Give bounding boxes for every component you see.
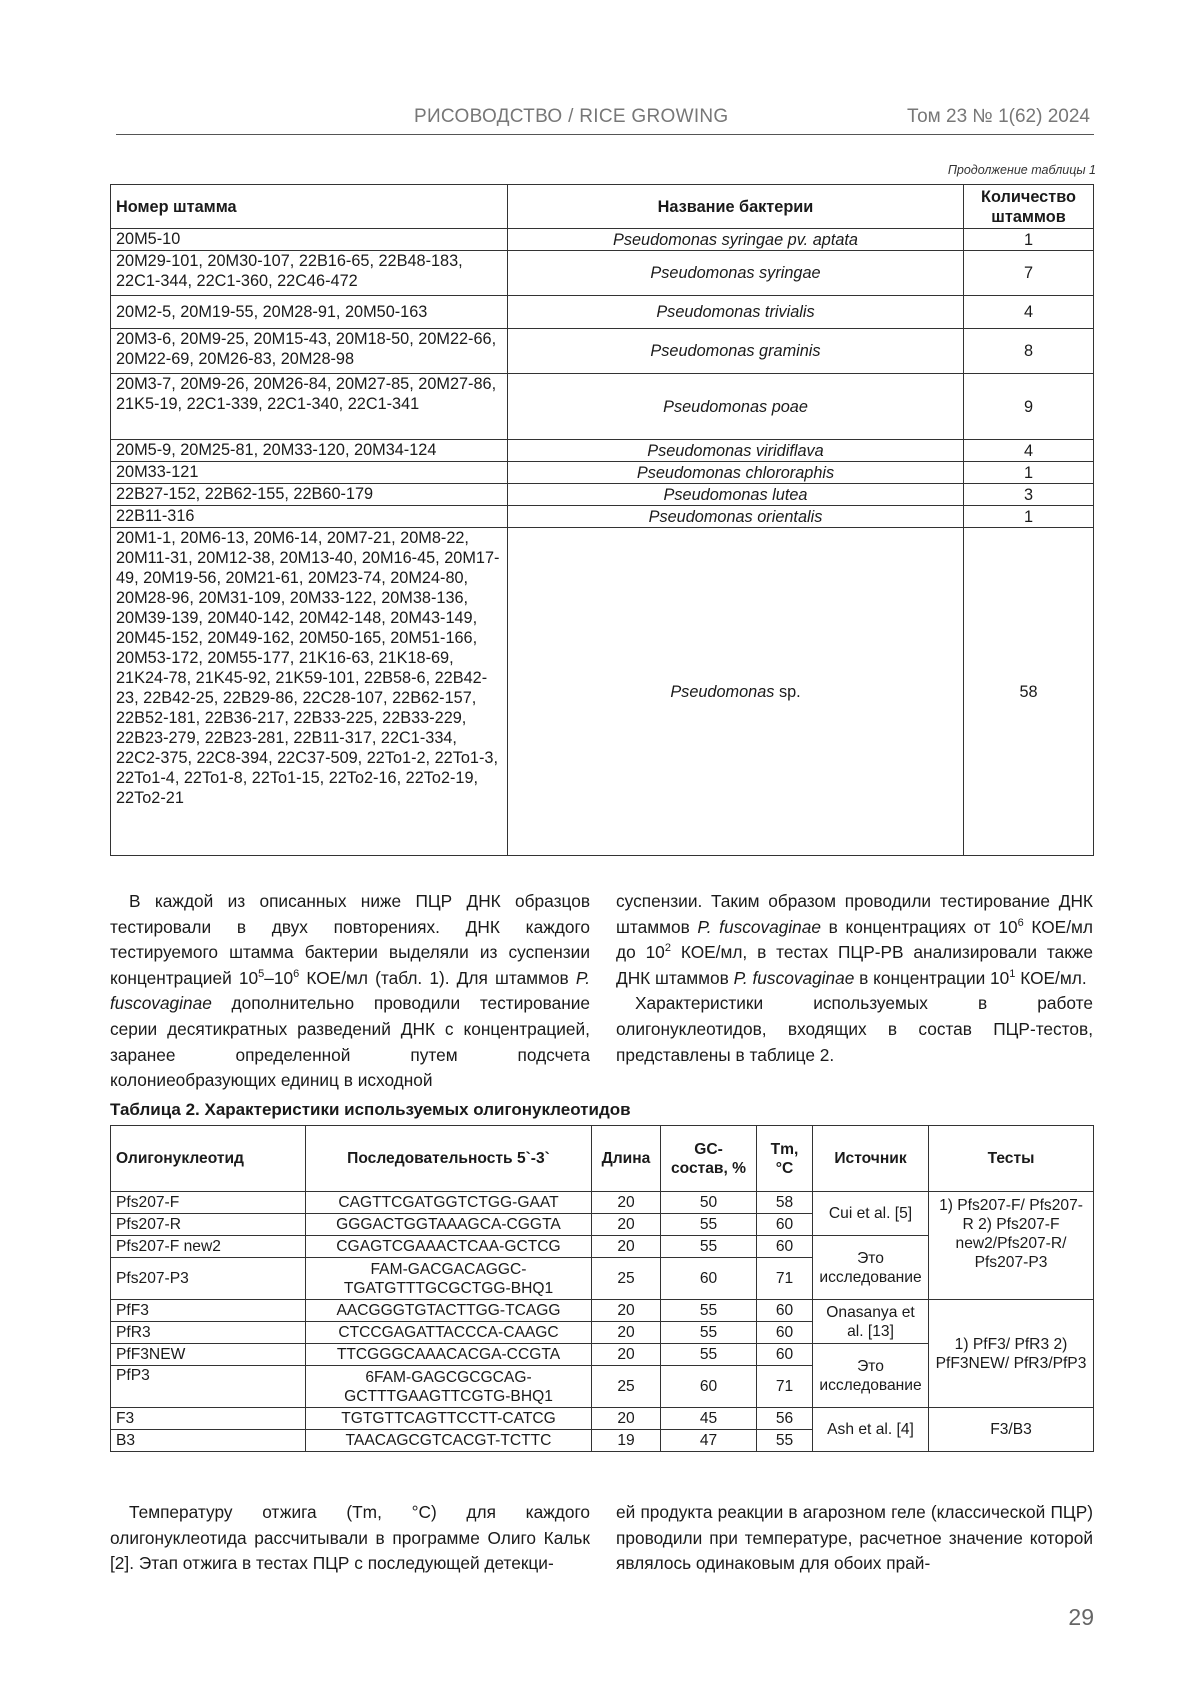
running-header xyxy=(116,104,1094,135)
bacteria-name: Pseudomonas poae xyxy=(508,374,964,440)
table-row xyxy=(111,296,1094,329)
table-row xyxy=(111,1300,1094,1322)
bacteria-name: Pseudomonas trivialis xyxy=(508,296,964,329)
bacteria-name: Pseudomonas chlororaphis xyxy=(508,462,964,484)
strain-count: 4 xyxy=(964,440,1094,462)
strain-count: 58 xyxy=(964,528,1094,856)
col-header-oligonucleotide: Олигонуклеотид xyxy=(111,1126,306,1192)
body-text-left-column-bottom xyxy=(110,1500,590,1577)
table-row xyxy=(111,506,1094,528)
oligo-tm: 71 xyxy=(757,1258,813,1300)
oligo-tm: 55 xyxy=(757,1430,813,1452)
strain-numbers: 22B11-316 xyxy=(111,506,508,528)
oligo-tm: 60 xyxy=(757,1322,813,1344)
table-header-row xyxy=(111,1126,1094,1192)
body-text-right-column-bottom xyxy=(616,1500,1093,1577)
oligo-gc: 55 xyxy=(661,1236,757,1258)
col-header-strain-number: Номер штамма xyxy=(111,185,508,229)
strain-numbers: 20M2-5, 20M19-55, 20M28-91, 20M50-163 xyxy=(111,296,508,329)
strain-count: 1 xyxy=(964,462,1094,484)
journal-title: РИСОВОДСТВО / RICE GROWING xyxy=(414,106,729,127)
strain-numbers: 22B27-152, 22B62-155, 22B60-179 xyxy=(111,484,508,506)
oligo-tm: 58 xyxy=(757,1192,813,1214)
oligo-tm: 60 xyxy=(757,1344,813,1366)
body-text-left-column xyxy=(110,889,590,1094)
oligo-name: PfP3 xyxy=(111,1366,306,1408)
col-header-tests: Тесты xyxy=(929,1126,1094,1192)
table-continuation-note: Продолжение таблицы 1 xyxy=(947,163,1096,177)
strain-numbers: 20M33-121 xyxy=(111,462,508,484)
oligo-sequence: CTCCGAGATTACCCA-CAAGC xyxy=(306,1322,592,1344)
oligo-length: 20 xyxy=(592,1344,661,1366)
oligo-tm: 60 xyxy=(757,1236,813,1258)
oligo-source: Ash et al. [4] xyxy=(813,1408,929,1452)
oligo-length: 25 xyxy=(592,1366,661,1408)
body-text-right-column xyxy=(616,889,1093,1068)
oligo-name: PfF3NEW xyxy=(111,1344,306,1366)
oligo-name: F3 xyxy=(111,1408,306,1430)
oligo-sequence: TAACAGCGTCACGT-TCTTC xyxy=(306,1430,592,1452)
table-row xyxy=(111,374,1094,440)
oligo-length: 20 xyxy=(592,1236,661,1258)
strain-numbers: 20M5-10 xyxy=(111,229,508,251)
strain-count: 4 xyxy=(964,296,1094,329)
oligo-gc: 60 xyxy=(661,1258,757,1300)
table-row xyxy=(111,484,1094,506)
strain-count: 8 xyxy=(964,329,1094,374)
oligo-gc: 55 xyxy=(661,1300,757,1322)
strain-count: 3 xyxy=(964,484,1094,506)
oligo-tests: 1) Pfs207-F/ Pfs207-R 2) Pfs207-F new2/Pfs207-R/ Pfs207-P3 xyxy=(929,1192,1094,1300)
bacteria-name: Pseudomonas syringae xyxy=(508,251,964,296)
oligo-tm: 71 xyxy=(757,1366,813,1408)
col-header-sequence: Последовательность 5`-3` xyxy=(306,1126,592,1192)
table-row xyxy=(111,1408,1094,1430)
col-header-source: Источник xyxy=(813,1126,929,1192)
col-header-length: Длина xyxy=(592,1126,661,1192)
table-row xyxy=(111,229,1094,251)
oligo-source: Onasanya et al. [13] xyxy=(813,1300,929,1344)
oligo-gc: 55 xyxy=(661,1322,757,1344)
col-header-strain-count: Количество штаммов xyxy=(964,185,1094,229)
oligo-gc: 45 xyxy=(661,1408,757,1430)
paragraph: Температуру отжига (Tm, °С) для каждого олигонуклеотида рассчитывали в программе Олиго Кальк [2]. Этап отжига в тестах ПЦР с последующей детекци- xyxy=(110,1502,590,1574)
oligo-length: 20 xyxy=(592,1192,661,1214)
oligo-name: Pfs207-F new2 xyxy=(111,1236,306,1258)
oligo-tm: 60 xyxy=(757,1300,813,1322)
oligo-length: 20 xyxy=(592,1300,661,1322)
paragraph: ей продукта реакции в агарозном геле (классической ПЦР) проводили при температуре, расчетное значение которой являлось одинаковым для обоих прай- xyxy=(616,1502,1093,1574)
table-row xyxy=(111,440,1094,462)
issue-info: Том 23 № 1(62) 2024 xyxy=(906,106,1090,127)
oligo-sequence: TGTGTTCAGTTCCTT-CATCG xyxy=(306,1408,592,1430)
oligo-name: B3 xyxy=(111,1430,306,1452)
page-number: 29 xyxy=(1068,1604,1094,1630)
oligo-sequence: CGAGTCGAAACTCAA-GCTCG xyxy=(306,1236,592,1258)
oligo-sequence: CAGTTCGATGGTCTGG-GAAT xyxy=(306,1192,592,1214)
oligo-length: 20 xyxy=(592,1214,661,1236)
table-2-title: Таблица 2. Характеристики используемых олигонуклеотидов xyxy=(110,1100,631,1119)
table-row xyxy=(111,462,1094,484)
oligo-tm: 60 xyxy=(757,1214,813,1236)
bacteria-name: Pseudomonas sp. xyxy=(508,528,964,856)
table-row xyxy=(111,329,1094,374)
oligo-gc: 60 xyxy=(661,1366,757,1408)
strain-numbers: 20M29-101, 20M30-107, 22B16-65, 22B48-183, 22C1-344, 22C1-360, 22C46-472 xyxy=(111,251,508,296)
bacteria-name: Pseudomonas syringae pv. aptata xyxy=(508,229,964,251)
oligo-source: Это исследование xyxy=(813,1344,929,1408)
oligo-sequence: 6FAM-GAGCGCGCAG-GCTTTGAAGTTCGTG-BHQ1 xyxy=(306,1366,592,1408)
strain-numbers: 20M1-1, 20M6-13, 20M6-14, 20M7-21, 20M8-22, 20M11-31, 20M12-38, 20M13-40, 20M16-45, 20M17-49, 20M19-56, 20M21-61, 20M23-74, 20M24-80, 20M28-96, 20M31-109, 20M33-122, 20M38-136, 20M39-139, 20M40-142, 20M42-148, 20M43-149, 20M45-152, 20M49-162, 20M50-165, 20M51-166, 20M53-172, 20M55-177, 21K16-63, 21K18-69, 21K24-78, 21K45-92, 21K59-101, 22B58-6, 22B42-23, 22B42-25, 22B29-86, 22C28-107, 22B62-157, 22B52-181, 22B36-217, 22B33-225, 22B33-229, 22B23-279, 22B23-281, 22B11-317, 22C1-334, 22C2-375, 22C8-394, 22C37-509, 22To1-2, 22To1-3, 22To1-4, 22To1-8, 22To1-15, 22To2-16, 22To2-19, 22To2-21 xyxy=(111,528,508,856)
oligo-tm: 56 xyxy=(757,1408,813,1430)
oligo-length: 25 xyxy=(592,1258,661,1300)
paragraph: суспензии. Таким образом проводили тестирование ДНК штаммов P. fuscovaginae в концентрациях от $10^6$ КОЕ/мл до $10^2$ КОЕ/мл, в тестах ПЦР-РВ анализировали также ДНК штаммов P. fuscovaginae в концентрации $10^1$ КОЕ/мл. xyxy=(616,891,1093,988)
bacteria-name: Pseudomonas lutea xyxy=(508,484,964,506)
strain-count: 9 xyxy=(964,374,1094,440)
oligo-gc: 55 xyxy=(661,1344,757,1366)
strain-numbers: 20M5-9, 20M25-81, 20M33-120, 20M34-124 xyxy=(111,440,508,462)
oligo-name: Pfs207-R xyxy=(111,1214,306,1236)
table-row xyxy=(111,1192,1094,1214)
oligo-gc: 55 xyxy=(661,1214,757,1236)
oligo-sequence: AACGGGTGTACTTGG-TCAGG xyxy=(306,1300,592,1322)
table-row xyxy=(111,528,1094,856)
strain-count: 1 xyxy=(964,229,1094,251)
bacteria-name: Pseudomonas graminis xyxy=(508,329,964,374)
oligo-length: 20 xyxy=(592,1408,661,1430)
col-header-bacteria-name: Название бактерии xyxy=(508,185,964,229)
oligo-sequence: GGGACTGGTAAAGCA-CGGTA xyxy=(306,1214,592,1236)
table-1-strains xyxy=(110,184,1094,856)
oligo-gc: 50 xyxy=(661,1192,757,1214)
oligo-tests: 1) PfF3/ PfR3 2) PfF3NEW/ PfR3/PfP3 xyxy=(929,1300,1094,1408)
table-row xyxy=(111,251,1094,296)
oligo-name: Pfs207-F xyxy=(111,1192,306,1214)
strain-numbers: 20M3-7, 20M9-26, 20M26-84, 20M27-85, 20M27-86, 21K5-19, 22C1-339, 22C1-340, 22C1-341 xyxy=(111,374,508,440)
oligo-tests: F3/B3 xyxy=(929,1408,1094,1452)
oligo-name: PfR3 xyxy=(111,1322,306,1344)
oligo-gc: 47 xyxy=(661,1430,757,1452)
table-2-oligonucleotides xyxy=(110,1125,1094,1452)
oligo-source: Cui et al. [5] xyxy=(813,1192,929,1236)
strain-numbers: 20M3-6, 20M9-25, 20M15-43, 20M18-50, 20M22-66, 20M22-69, 20M26-83, 20M28-98 xyxy=(111,329,508,374)
paragraph: Характеристики используемых в работе олигонуклеотидов, входящих в состав ПЦР-тестов, представлены в таблице 2. xyxy=(616,993,1093,1065)
bacteria-name: Pseudomonas viridiflava xyxy=(508,440,964,462)
strain-count: 1 xyxy=(964,506,1094,528)
oligo-name: Pfs207-P3 xyxy=(111,1258,306,1300)
col-header-tm: Tm, °С xyxy=(757,1126,813,1192)
strain-count: 7 xyxy=(964,251,1094,296)
paragraph: В каждой из описанных ниже ПЦР ДНК образцов тестировали в двух повторениях. ДНК каждого тестируемого штамма бактерии выделяли из суспензии концентрацией $10^5-10^6$ КОЕ/мл (табл. 1). Для штаммов P. fuscovaginae дополнительно проводили тестирование серии десятикратных разведений ДНК с концентрацией, заранее определенной путем подсчета колониеобразующих единиц в исходной xyxy=(110,891,590,1091)
oligo-sequence: FAM-GACGACAGGC-TGATGTTTGCGCTGG-BHQ1 xyxy=(306,1258,592,1300)
oligo-source: Это исследование xyxy=(813,1236,929,1300)
oligo-length: 20 xyxy=(592,1322,661,1344)
bacteria-name: Pseudomonas orientalis xyxy=(508,506,964,528)
oligo-length: 19 xyxy=(592,1430,661,1452)
table-header-row xyxy=(111,185,1094,229)
oligo-sequence: TTCGGGCAAACACGA-CCGTA xyxy=(306,1344,592,1366)
col-header-gc-content: GC-состав, % xyxy=(661,1126,757,1192)
oligo-name: PfF3 xyxy=(111,1300,306,1322)
